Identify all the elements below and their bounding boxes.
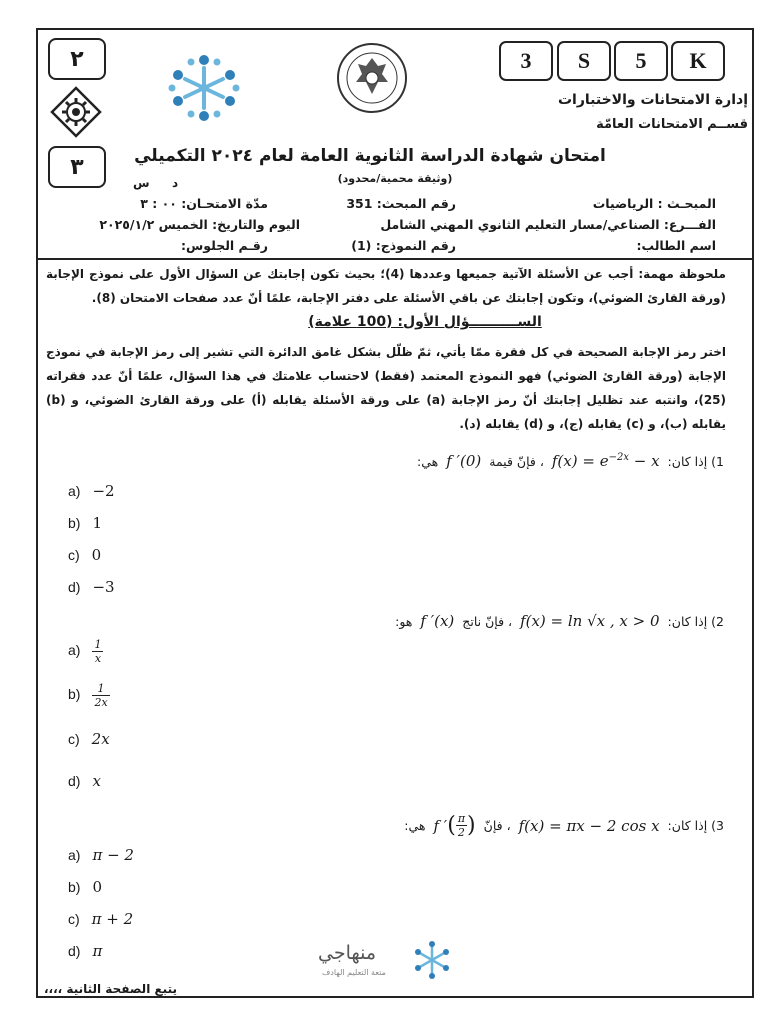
q1-option-c[interactable]: c) 0 — [68, 546, 102, 564]
question-2-asked: f ′(x) — [420, 612, 455, 630]
document-classification: (وثيقة محمية/محدود) — [337, 172, 453, 185]
model-number: رقم النموذج: (1) — [351, 238, 456, 253]
question-1-mid: ، فإنّ قيمة — [489, 453, 544, 469]
exam-code-box-3: 5 — [614, 41, 668, 81]
question-2-suffix: هو: — [395, 613, 413, 629]
exam-code-box-2: S — [557, 41, 611, 81]
question-1 — [417, 452, 724, 470]
subject-label: المبحـث : الرياضيات — [592, 196, 716, 211]
exam-code-box-1: 3 — [499, 41, 553, 81]
question-3-suffix: هي: — [404, 818, 426, 833]
question-1-function: $f(x) = e^{-2x} - x$ — [551, 452, 660, 470]
question-2-prefix: 2) إذا كان: — [667, 613, 724, 629]
q3-option-b[interactable]: b) 0 — [68, 878, 102, 896]
q2-option-d[interactable]: d) x — [68, 772, 101, 790]
duration-unit-minutes: د — [172, 176, 179, 190]
question-3 — [404, 812, 724, 839]
dept-name: إدارة الامتحانات والاختبارات — [557, 92, 748, 108]
q3-option-c[interactable]: c) π + 2 — [68, 910, 134, 928]
brand-name: منهاجي — [318, 942, 377, 964]
duration-unit-hours: س — [133, 176, 150, 190]
q3-option-d[interactable]: d) π — [68, 942, 103, 960]
exam-duration: مدّة الامتحـان: ٠٠ : ٣ — [140, 196, 268, 211]
question-1-asked: f ′(0) — [446, 452, 482, 470]
continue-next-page: يتبع الصفحة الثانية ،،،، — [44, 982, 177, 996]
student-name-field: اسم الطالب: — [636, 238, 716, 253]
question-2 — [395, 612, 724, 630]
exam-date: اليوم والتاريخ: الخميس ٢٠٢٥/١/٢ — [99, 217, 300, 232]
brand-tagline: متعة التعليم الهادف — [322, 968, 386, 977]
question-1-prefix: 1) إذا كان: — [667, 453, 724, 469]
q2-option-c[interactable]: c) 2x — [68, 730, 110, 748]
question-2-mid: ، فإنّ ناتج — [462, 613, 513, 629]
section-name: قســم الامتحانات العامّة — [596, 117, 748, 132]
session-number-box: ٣ — [48, 146, 106, 188]
instructions: اختر رمز الإجابة الصحيحة في كل فقرة ممّا يأتي، ثمّ ظلّل بشكل غامق الدائرة التي تشير إلى رمز الإجابة في نموذج الإجابة (ورقة القارئ الضوئي) فهو النموذج المعتمد (فقط) لاحتساب علامتك في هذا السؤال، علمًا أنّ عدد فقراته (25)، وانتبه عند تظليل إجابتك أنّ رمز الإجابة (a) على ورقة الأسئلة يقابله (أ) على ورقة القارئ الضوئي، و (b) يقابله (ب)، و (c) يقابله (ج)، و (d) يقابله (د). — [46, 345, 726, 431]
question-3-asked: f ′ ( $\frac{\pi}{2}$ ) — [433, 812, 476, 839]
branch-label: الفـــرع: الصناعي/مسار التعليم الثانوي المهني الشامل — [380, 217, 716, 232]
question-1-suffix: هي: — [417, 453, 439, 469]
exam-title: امتحان شهادة الدراسة الثانوية العامة لعام ٢٠٢٤ التكميلي — [134, 146, 606, 166]
q1-option-b[interactable]: b) 1 — [68, 514, 102, 532]
exam-code-box-4: K — [671, 41, 725, 81]
snowflake-logo — [166, 50, 242, 126]
question-3-prefix: 3) إذا كان: — [667, 818, 724, 833]
question-3-mid: ، فإنّ — [483, 818, 511, 833]
manhaji-brand — [318, 940, 468, 984]
header-divider — [37, 258, 753, 260]
q2-option-b[interactable]: b) $\frac{1}{2x}$ — [68, 682, 108, 709]
question-3-function: f(x) = πx − 2 cos x — [518, 816, 660, 835]
important-note: ملحوظة مهمة: أجب عن الأسئلة الآتية جميعها وعددها (4)؛ بحيث تكون إجابتك عن السؤال الأول على نموذج الإجابة (ورقة القارئ الضوئي)، وتكون إجابتك عن باقي الأسئلة على دفتر الإجابة، علمًا أنّ عدد صفحات الامتحان (8). — [46, 267, 726, 305]
q3-option-a[interactable]: a) π − 2 — [68, 846, 134, 864]
question-one-title: الســــــــــؤال الأول: (100 علامة) — [308, 314, 542, 330]
question-2-function: f(x) = ln √x , x > 0 — [520, 612, 660, 630]
q2-option-a[interactable]: a) $\frac{1}{x}$ — [68, 638, 102, 665]
seat-number-field: رقـم الجلوس: — [181, 238, 268, 253]
subject-number: رقم المبحث: 351 — [346, 196, 456, 211]
gear-icon — [50, 86, 102, 138]
brand-snowflake-icon — [412, 940, 452, 984]
q1-option-a[interactable]: a) −2 — [68, 482, 115, 500]
page-number-box: ٢ — [48, 38, 106, 80]
ministry-seal-logo — [336, 38, 408, 120]
q1-option-d[interactable]: d) −3 — [68, 578, 115, 596]
